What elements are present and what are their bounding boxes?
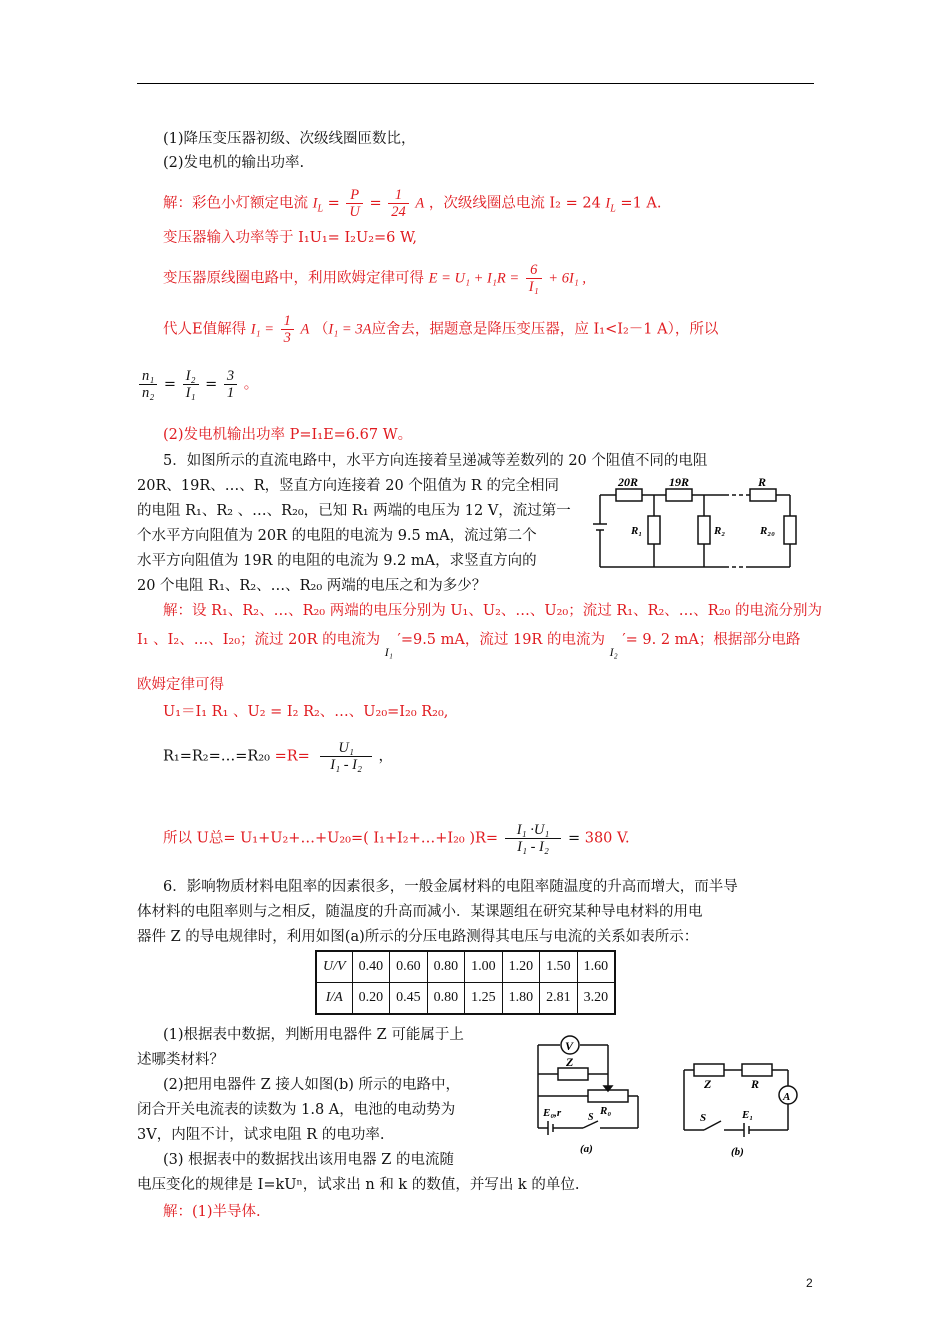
q5-answer-line2: I₁ 、I₂、…、I₂₀；流过 20R 的电流为 $_{I_1}$ ′=9.5 mA，流过 19R 的电流为 $_{I_2}$ ′= 9. 2 mA；根据部分电路 — [137, 632, 801, 659]
q5-answer-line4: U₁＝I₁ R₁ 、U₂ = I₂ R₂、…、U₂₀=I₂₀ R₂₀, — [163, 704, 449, 720]
label-R20: R₂₀ — [760, 525, 776, 537]
q5-line3: 的电阻 R₁、R₂ 、…、R₂₀，已知 R₁ 两端的电压为 12 V，流过第一 — [137, 503, 571, 519]
q5-line6: 20 个电阻 R₁、R₂、…、R₂₀ 两端的电压之和为多少？ — [137, 578, 487, 594]
circuit-diagram-b — [676, 1058, 806, 1158]
table-row: I/A 0.20 0.45 0.80 1.25 1.80 2.81 3.20 — [316, 983, 615, 1015]
circuit-diagram-a — [528, 1030, 648, 1160]
label-R-b: R — [751, 1077, 760, 1091]
q4-solution-line3: 变压器原线圈电路中，利用欧姆定律可得 E = U₁ + I₁R = $\frac{6}{\text{I₁}}$ + 6I₁ , — [163, 262, 587, 295]
label-E0r: E₀,r — [543, 1107, 562, 1119]
q5-line4: 个水平方向阻值为 20R 的电阻的电流为 9.5 mA，流过第二个 — [137, 528, 537, 544]
q6-part2-line1: (2)把用电器件 Z 接人如图(b) 所示的电路中， — [163, 1077, 461, 1093]
label-Z-b: Z — [704, 1077, 712, 1091]
label-R: R — [758, 475, 767, 489]
q4-ratio: $\frac{\text{n₁}}{\text{n₂}}$ = $\frac{\text{I₂}}{\text{I₁}}$ = $\frac{3}{1}$ 。 — [137, 368, 258, 401]
ladder-circuit-diagram — [590, 474, 810, 574]
label-Z-a: Z — [566, 1055, 574, 1069]
q5-line5: 水平方向阻值为 19R 的电阻的电流为 9.2 mA，求竖直方向的 — [137, 553, 537, 569]
q6-line1: 6．影响物质材料电阻率的因素很多，一般金属材料的电阻率随温度的升高而增大，而半导 — [163, 879, 738, 895]
label-R1: R₁ — [631, 525, 643, 537]
q6-part2-line2: 闭合开关电流表的读数为 1.8 A，电池的电动势为 — [137, 1102, 456, 1118]
page-number: 2 — [806, 1276, 813, 1290]
label-R0: R₀ — [600, 1105, 612, 1117]
label-E1: E₁ — [742, 1109, 754, 1121]
label-20R: 20R — [618, 475, 639, 489]
q6-part3-line1: (3) 根据表中的数据找出该用电器 Z 的电流随 — [163, 1152, 454, 1168]
q5-answer-line3: 欧姆定律可得 — [137, 677, 224, 693]
q6-answer-line1: 解：(1)半导体. — [163, 1204, 261, 1220]
label-S-a: S — [588, 1112, 594, 1123]
q4-part1: (1)降压变压器初级、次级线圈匝数比， — [163, 131, 416, 147]
q6-line2: 体材料的电阻率则与之相反，随温度的升高而减小．某课题组在研究某种导电材料的用电 — [137, 904, 703, 920]
q5-answer-line6: 所以 U总= U₁+U₂+…+U₂₀=( I₁+I₂+…+I₂₀ )R= $\frac{\text{I₁ ·U₁}}{\text{I₁ - I₂}}$ = 380 V. — [163, 822, 630, 855]
q4-solution-line4: 代人E值解得 I₁ = $\frac{1}{3}$ A （I₁ = 3A应舍去，据题意是降压变压器，应 I₁<I₂－1 A），所以 — [163, 313, 719, 346]
q6-part3-line2: 电压变化的规律是 I=kUⁿ，试求出 n 和 k 的数值，并写出 k 的单位. — [137, 1177, 580, 1193]
q5-answer-line5: R₁=R₂=…=R₂₀ =R= $\frac{\text{U₁}}{\text{I₁ - I₂}}$ ， — [163, 740, 394, 773]
label-R2: R₂ — [714, 525, 726, 537]
label-a: (a) — [580, 1143, 593, 1155]
header-rule — [137, 83, 814, 84]
table-row: U/V 0.40 0.60 0.80 1.00 1.20 1.50 1.60 — [316, 951, 615, 983]
q4-solution-line6: (2)发电机输出功率 P=I₁E=6.67 W。 — [163, 427, 413, 443]
q6-part1-line2: 述哪类材料？ — [137, 1052, 224, 1068]
q6-part1-line1: (1)根据表中数据，判断用电器件 Z 可能属于上 — [163, 1027, 464, 1043]
label-19R: 19R — [669, 475, 690, 489]
q6-line3: 器件 Z 的导电规律时，利用如图(a)所示的分压电路测得其电压与电流的关系如表所示： — [137, 929, 699, 945]
q5-line2: 20R、19R、…、R，竖直方向连接着 20 个阻值为 R 的完全相同 — [137, 478, 559, 494]
q6-part2-line3: 3V，内阻不计，试求电阻 R 的电功率. — [137, 1127, 385, 1143]
ammeter-label: A — [783, 1091, 791, 1103]
voltage-current-table — [315, 950, 616, 1015]
voltmeter-label: V — [565, 1039, 574, 1053]
q5-line1: 5．如图所示的直流电路中，水平方向连接着呈递减等差数列的 20 个阻值不同的电阻 — [163, 453, 708, 469]
label-b: (b) — [731, 1146, 744, 1158]
label-S-b: S — [700, 1112, 707, 1124]
q5-answer-line1: 解：设 R₁、R₂、…、R₂₀ 两端的电压分别为 U₁、U₂、…、U₂₀；流过 R₁、R₂、…、R₂₀ 的电流分别为 — [163, 603, 822, 619]
q4-solution-line1: 解：彩色小灯额定电流 $I_L$ = $\frac{P}{U}$ = $\frac{1}{24}$ A ，次级线圈总电流 I₂ = 24 $I_L =1$ A. — [163, 187, 662, 220]
q4-part2: (2)发电机的输出功率. — [163, 155, 305, 171]
q4-solution-line2: 变压器输入功率等于 I₁U₁= I₂U₂=6 W, — [163, 230, 417, 246]
